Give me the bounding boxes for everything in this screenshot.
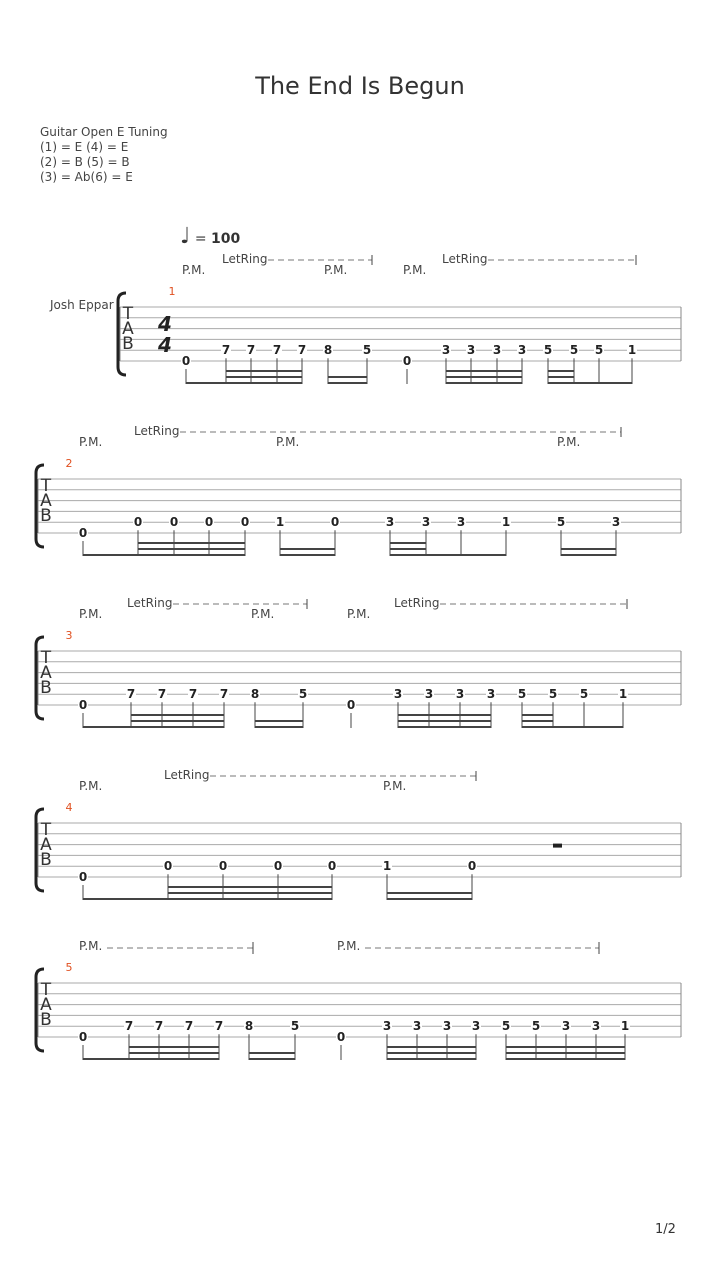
palm-mute-label: P.M. — [383, 779, 407, 793]
fret-number: 3 — [393, 687, 403, 702]
fret-number: 0 — [163, 859, 173, 874]
beam — [387, 1052, 476, 1054]
beam — [255, 726, 303, 728]
fret-number: 7 — [188, 687, 198, 702]
beam — [131, 726, 224, 728]
palm-mute-label: P.M. — [337, 939, 361, 953]
fret-number: 0 — [78, 1030, 88, 1044]
tab-clef-letter: T — [40, 476, 52, 496]
fret-number: 7 — [221, 343, 231, 358]
tab-clef-letter: T — [40, 820, 52, 840]
fret-number: 7 — [219, 687, 229, 702]
beam — [548, 370, 574, 372]
tab-clef-letter: B — [122, 334, 134, 354]
tab-clef-letter: B — [40, 1010, 52, 1030]
beam — [446, 370, 522, 372]
let-ring-label: LetRing — [442, 252, 488, 266]
tab-clef-letter: A — [40, 995, 52, 1015]
fret-number: 0 — [467, 859, 477, 874]
fret-number: 7 — [297, 343, 307, 358]
beam — [506, 1058, 625, 1060]
fret-number: 7 — [154, 1019, 164, 1034]
tab-clef-letter: B — [40, 506, 52, 526]
fret-number: 5 — [517, 687, 527, 702]
beam — [548, 376, 574, 378]
beam — [131, 714, 224, 716]
beam — [522, 714, 553, 716]
beam — [131, 720, 224, 722]
fret-number: 0 — [218, 859, 228, 874]
palm-mute-label: P.M. — [79, 435, 103, 449]
fret-number: 0 — [78, 526, 88, 540]
tab-clef-letter: B — [40, 678, 52, 698]
beam — [398, 714, 491, 716]
fret-number: 8 — [244, 1019, 254, 1034]
beam — [249, 1052, 295, 1054]
fret-number: 7 — [124, 1019, 134, 1034]
fret-number: 5 — [579, 687, 589, 702]
tab-clef-letter: A — [40, 491, 52, 511]
beam — [398, 726, 491, 728]
palm-mute-label: P.M. — [79, 939, 103, 953]
beam — [522, 726, 623, 728]
palm-mute-label: P.M. — [251, 607, 275, 621]
beam — [506, 1052, 625, 1054]
palm-mute-label: P.M. — [276, 435, 300, 449]
fret-number: 8 — [323, 343, 333, 358]
fret-number: 3 — [456, 515, 466, 530]
half-rest — [553, 844, 562, 848]
let-ring-label: LetRing — [394, 596, 440, 610]
fret-number: 1 — [382, 859, 392, 874]
fret-number: 1 — [627, 343, 637, 358]
beam — [387, 892, 472, 894]
instrument-label: Josh Eppar — [50, 298, 114, 312]
let-ring-label: LetRing — [127, 596, 173, 610]
palm-mute-label: P.M. — [79, 779, 103, 793]
fret-number: 3 — [424, 687, 434, 702]
beam — [129, 1052, 219, 1054]
beam — [168, 892, 332, 894]
beam — [561, 554, 616, 556]
beam — [522, 720, 553, 722]
fret-number: 5 — [556, 515, 566, 530]
fret-number: 3 — [517, 343, 527, 358]
beam — [390, 554, 506, 556]
tuning-line: (1) = E (4) = E — [40, 140, 129, 154]
tab-clef-letter: T — [40, 980, 52, 1000]
fret-number: 5 — [531, 1019, 541, 1034]
beam — [387, 1046, 476, 1048]
fret-number: 3 — [442, 1019, 452, 1034]
beam — [129, 1046, 219, 1048]
fret-number: 5 — [594, 343, 604, 358]
measure-number: 4 — [65, 801, 73, 814]
fret-number: 3 — [385, 515, 395, 530]
fret-number: 0 — [240, 515, 250, 530]
fret-number: 1 — [618, 687, 628, 702]
fret-number: 3 — [486, 687, 496, 702]
fret-number: 3 — [441, 343, 451, 358]
tab-clef-letter: A — [40, 663, 52, 683]
fret-number: 1 — [620, 1019, 630, 1034]
page-title: The End Is Begun — [255, 72, 465, 100]
fret-number: 5 — [298, 687, 308, 702]
page-number: 1/2 — [655, 1222, 676, 1237]
beam — [390, 542, 426, 544]
fret-number: 0 — [346, 698, 356, 712]
fret-number: 0 — [133, 515, 143, 530]
beam — [138, 542, 245, 544]
fret-number: 7 — [246, 343, 256, 358]
quarter-note-icon: ♩ — [180, 224, 191, 249]
beam — [138, 548, 245, 550]
tempo-equals: = — [194, 231, 207, 247]
beam — [249, 1058, 295, 1060]
fret-number: 3 — [611, 515, 621, 530]
fret-number: 8 — [250, 687, 260, 702]
palm-mute-label: P.M. — [79, 607, 103, 621]
tab-clef-letter: B — [40, 850, 52, 870]
beam — [280, 548, 335, 550]
let-ring-label: LetRing — [134, 424, 180, 438]
fret-number: 7 — [184, 1019, 194, 1034]
fret-number: 3 — [382, 1019, 392, 1034]
beam — [548, 382, 632, 384]
time-signature-bottom: 4 — [158, 333, 172, 357]
tuning-line: (2) = B (5) = B — [40, 155, 130, 169]
beam — [387, 898, 472, 900]
fret-number: 5 — [543, 343, 553, 358]
measure-number: 5 — [65, 961, 73, 974]
fret-number: 3 — [492, 343, 502, 358]
fret-number: 3 — [455, 687, 465, 702]
fret-number: 1 — [501, 515, 511, 530]
tab-clef-letter: A — [40, 835, 52, 855]
fret-number: 5 — [501, 1019, 511, 1034]
palm-mute-label: P.M. — [347, 607, 371, 621]
fret-number: 7 — [214, 1019, 224, 1034]
fret-number: 3 — [421, 515, 431, 530]
tuning-name: Guitar Open E Tuning — [40, 125, 168, 139]
fret-number: 5 — [290, 1019, 300, 1034]
fret-number: 5 — [362, 343, 372, 358]
palm-mute-label: P.M. — [403, 263, 427, 277]
fret-number: 7 — [272, 343, 282, 358]
tempo-bpm: 100 — [211, 231, 241, 247]
beam — [168, 886, 332, 888]
tab-clef-letter: A — [122, 319, 134, 339]
fret-number: 0 — [78, 698, 88, 712]
beam — [328, 376, 367, 378]
fret-number: 0 — [327, 859, 337, 874]
tab-clef-letter: T — [122, 304, 134, 324]
beam — [387, 1058, 476, 1060]
beam — [328, 382, 367, 384]
tuning-line: (3) = Ab(6) = E — [40, 170, 133, 184]
beam — [506, 1046, 625, 1048]
palm-mute-label: P.M. — [182, 263, 206, 277]
let-ring-label: LetRing — [164, 768, 210, 782]
fret-number: 3 — [466, 343, 476, 358]
fret-number: 0 — [330, 515, 340, 530]
fret-number: 0 — [273, 859, 283, 874]
palm-mute-label: P.M. — [324, 263, 348, 277]
measure-number: 3 — [65, 629, 73, 642]
beam — [138, 554, 245, 556]
beam — [446, 382, 522, 384]
tab-clef-letter: T — [40, 648, 52, 668]
beam — [280, 554, 335, 556]
beam — [226, 382, 302, 384]
fret-number: 5 — [548, 687, 558, 702]
fret-number: 0 — [181, 354, 191, 368]
palm-mute-label: P.M. — [557, 435, 581, 449]
beam — [561, 548, 616, 550]
fret-number: 3 — [471, 1019, 481, 1034]
fret-number: 3 — [412, 1019, 422, 1034]
beam — [129, 1058, 219, 1060]
fret-number: 3 — [591, 1019, 601, 1034]
fret-number: 5 — [569, 343, 579, 358]
fret-number: 0 — [336, 1030, 346, 1044]
beam — [168, 898, 332, 900]
beam — [255, 720, 303, 722]
fret-number: 0 — [78, 870, 88, 884]
fret-number: 7 — [126, 687, 136, 702]
fret-number: 0 — [402, 354, 412, 368]
beam — [398, 720, 491, 722]
beam — [446, 376, 522, 378]
fret-number: 3 — [561, 1019, 571, 1034]
beam — [390, 548, 426, 550]
fret-number: 7 — [157, 687, 167, 702]
time-signature-top: 4 — [158, 312, 172, 336]
beam — [226, 370, 302, 372]
beam — [226, 376, 302, 378]
fret-number: 1 — [275, 515, 285, 530]
fret-number: 0 — [169, 515, 179, 530]
let-ring-label: LetRing — [222, 252, 268, 266]
measure-number: 1 — [168, 285, 176, 298]
fret-number: 0 — [204, 515, 214, 530]
measure-number: 2 — [65, 457, 73, 470]
